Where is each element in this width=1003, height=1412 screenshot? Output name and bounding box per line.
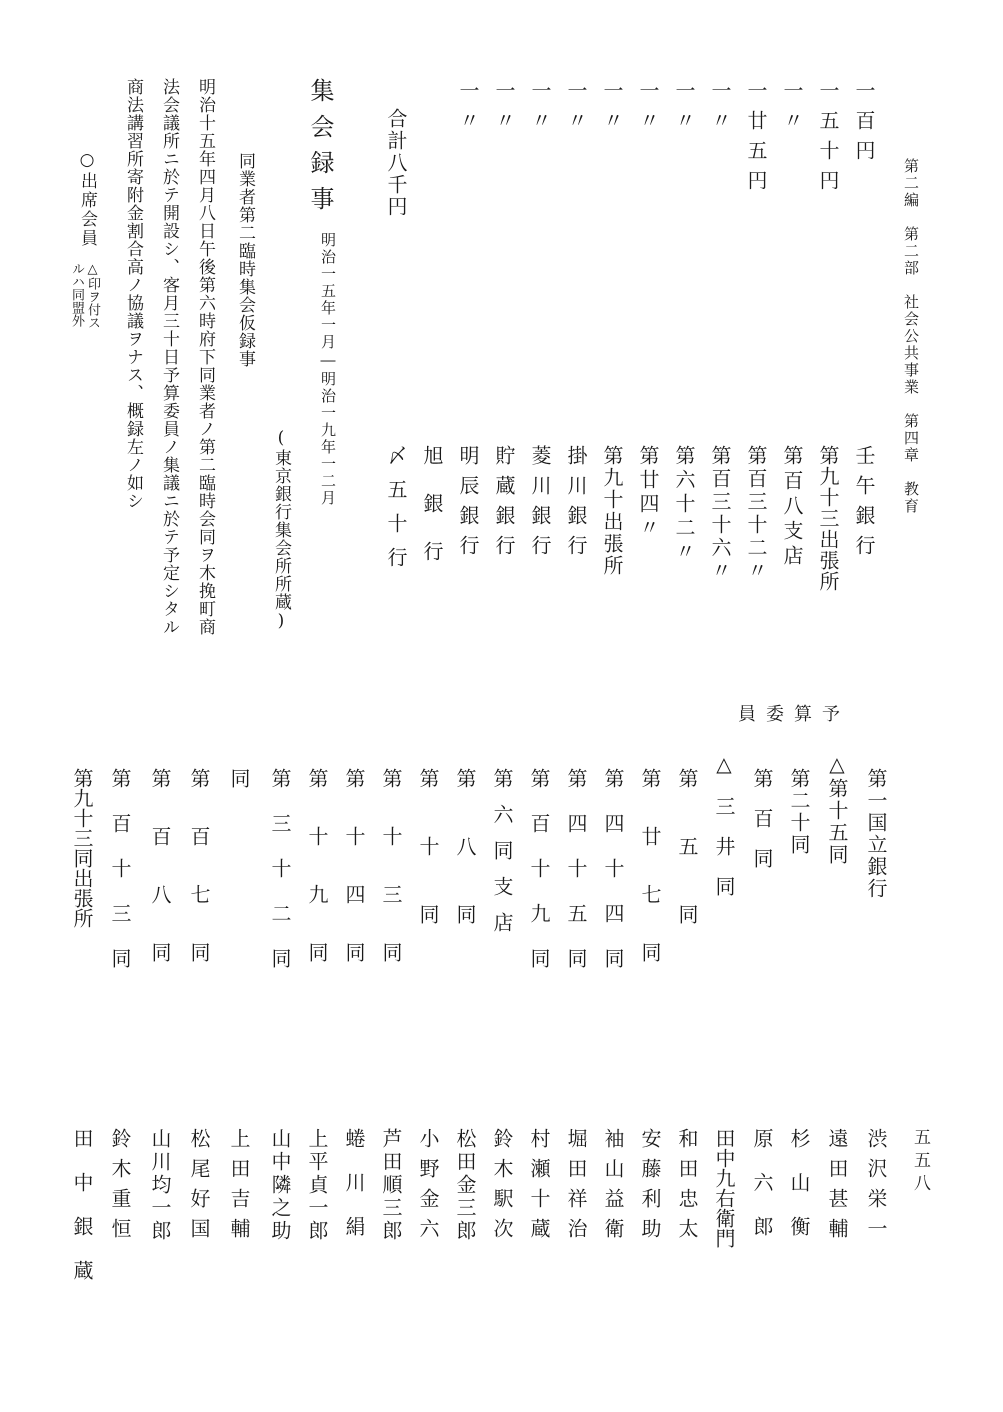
section-title: 集会録事 [306,78,334,222]
amount-1: 一百円 [852,80,876,170]
member-bank: 第十四同 [342,768,366,1000]
amount-10: 一〃 [528,80,552,140]
member-bank: 第十三同 [379,768,403,1000]
member-name: 鈴木駅次 [490,1128,514,1248]
bank-name: 旭銀行 [420,445,444,589]
section-date-range: 明治一五年一月―明治一九年一二月 [319,232,337,507]
member-name: 上平貞一郎 [305,1128,329,1243]
member-bank: 第四十四同 [601,768,625,993]
bank-name: 第九十三出張所 [816,445,840,592]
member-bank: 第百十九同 [527,768,551,993]
amount-7: 一〃 [636,80,660,140]
member-bank: 第廿七同 [638,768,662,1000]
donation-total: 合計八千円 [384,108,408,218]
member-bank: 第五同 [675,768,699,972]
section-source: (東京銀行集会所所蔵) [271,428,291,632]
bank-name: 貯蔵銀行 [492,445,516,565]
member-name: 袖山益衛 [601,1128,625,1248]
bank-name: 明辰銀行 [456,445,480,565]
member-bank: 第十九同 [305,768,329,1000]
member-bank: 同 [227,768,251,791]
bank-name: 第百八支店 [780,445,804,570]
member-bank: 第六同支店 [490,768,514,948]
member-name: 村瀬十蔵 [527,1128,551,1248]
amount-9: 一〃 [564,80,588,140]
amount-2: 一五十円 [816,80,840,200]
bank-name: 壬午銀行 [852,445,876,565]
running-header: 第二編 第二部 社会公共事業 第四章 教育 [902,158,920,515]
member-name: 堀田祥治 [564,1128,588,1248]
member-name: 山中隣之助 [268,1128,292,1243]
member-name: 渋沢栄一 [864,1128,888,1248]
member-bank: △第十五同 [825,752,849,866]
member-bank: △三井同 [712,752,736,916]
member-bank: 第九十三同出張所 [70,768,94,928]
minutes-body-line: 明治十五年四月八日午後第六時府下同業者ノ第二臨時会同ヲ木挽町商 [195,78,215,636]
minutes-subtitle: 同業者第二臨時集会仮録事 [235,152,255,368]
member-bank: 第百十三同 [108,768,132,993]
attendees-note: ルハ同盟外 [69,262,84,327]
attendees-note: △印ヲ付ス [85,262,100,329]
bank-name: 第六十二〃 [672,445,696,565]
member-name: 小野金六 [416,1128,440,1248]
bank-name: 第廿四〃 [636,445,660,541]
member-name: 山川均一郎 [148,1128,172,1243]
member-bank: 第八同 [453,768,477,972]
bank-name: 掛川銀行 [564,445,588,565]
amount-8: 一〃 [600,80,624,140]
member-name: 和田忠太 [675,1128,699,1248]
member-bank: 第三十二同 [268,768,292,993]
member-name: 杉山衡 [787,1128,811,1260]
amount-11: 一〃 [492,80,516,140]
bank-name: 第九十出張所 [600,445,624,577]
member-bank: 第十同 [416,768,440,972]
member-name: 芦田順三郎 [379,1128,403,1243]
member-name: 蜷川絹 [342,1128,366,1260]
member-name: 松尾好国 [187,1128,211,1248]
amount-12: 一〃 [456,80,480,140]
member-name: 原六郎 [750,1128,774,1260]
amount-3: 一〃 [780,80,804,140]
bank-name: 第百三十二〃 [744,445,768,583]
member-bank: 第一国立銀行 [864,768,888,900]
member-name: 遠田甚輔 [825,1128,849,1248]
bank-name: 〆五十行 [384,445,408,581]
attendees-label: ○出席会員 [77,150,97,248]
minutes-body-line: 商法講習所寄附金割合高ノ協議ヲナス、概録左ノ如シ [123,78,143,510]
member-name: 田中銀蔵 [70,1128,94,1304]
member-name: 松田金三郎 [453,1128,477,1243]
bank-name: 菱川銀行 [528,445,552,565]
minutes-body-line: 法会議所ニ於テ開設シ、客月三十日予算委員ノ集議ニ於テ予定シタル [159,78,179,636]
member-name: 上田吉輔 [227,1128,251,1248]
member-name: 田中九右衛門 [712,1128,736,1248]
member-bank: 第百同 [750,768,774,888]
member-bank: 第百七同 [187,768,211,1000]
amount-4: 一廿五円 [744,80,768,200]
committee-heading: 予算委員 [738,704,850,725]
amount-6: 一〃 [672,80,696,140]
bank-name: 第百三十六〃 [708,445,732,583]
member-name: 鈴木重恒 [108,1128,132,1248]
member-name: 安藤利助 [638,1128,662,1248]
member-bank: 第四十五同 [564,768,588,993]
member-bank: 第二十同 [787,768,811,856]
member-bank: 第百八同 [148,768,172,1000]
amount-5: 一〃 [708,80,732,140]
page-number: 五五八 [910,1128,930,1197]
